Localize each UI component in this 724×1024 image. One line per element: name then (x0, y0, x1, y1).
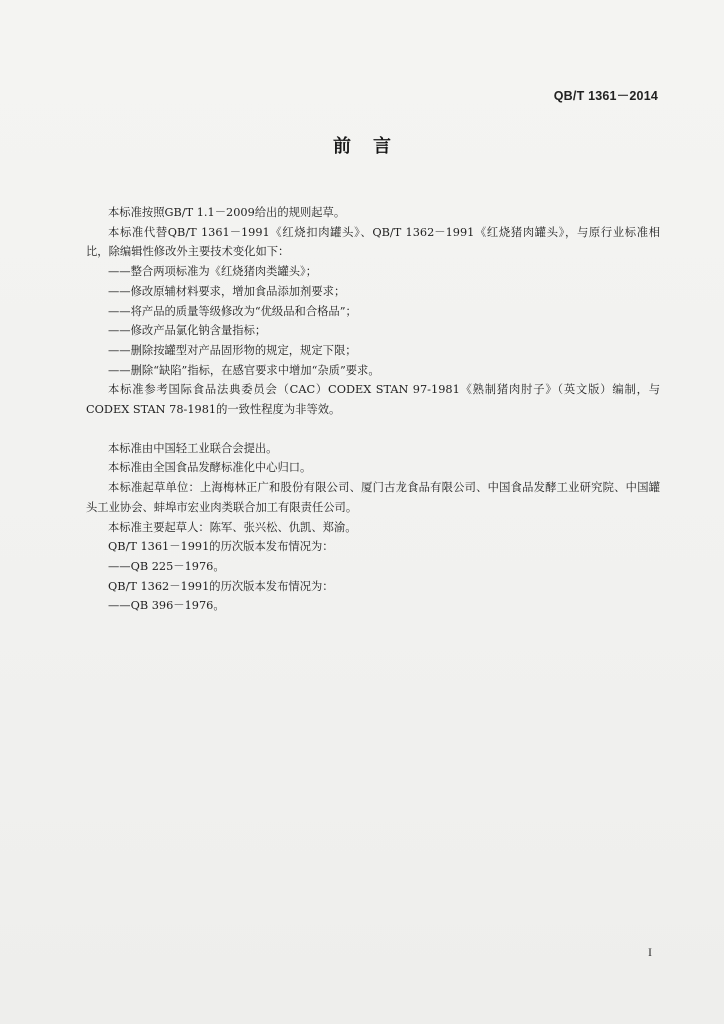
foreword-paragraph: QB/T 1362－1991的历次版本发布情况为： (108, 579, 334, 593)
foreword-paragraph: 本标准代替QB/T 1361－1991《红烧扣肉罐头》、QB/T 1362－1991《红烧猪肉罐头》，与原行业标准相比，除编辑性修改外主要技术变化如下： (86, 225, 660, 259)
foreword-body (86, 203, 660, 616)
change-item: ——修改产品氯化钠含量指标； (108, 324, 267, 338)
foreword-paragraph: 本标准主要起草人：陈军、张兴松、仇凯、郑渝。 (108, 520, 357, 534)
standard-number: QB/T 1361－2014 (553, 89, 658, 103)
change-item: ——删除“缺陷”指标，在感官要求中增加“杂质”要求。 (108, 363, 380, 377)
change-item: ——将产品的质量等级修改为“优级品和合格品”； (108, 304, 357, 318)
history-item: ——QB 225－1976。 (108, 559, 225, 573)
foreword-paragraph: 本标准按照GB/T 1.1－2009给出的规则起草。 (108, 206, 346, 219)
change-item: ——整合两项标准为《红烧猪肉类罐头》； (108, 265, 317, 279)
paragraph-spacer (86, 420, 660, 439)
page-title: 前言 (333, 136, 413, 157)
foreword-paragraph: 本标准参考国际食品法典委员会（CAC）CODEX STAN 97-1981《熟制猪肉肘子》（英文版）编制，与CODEX STAN 78-1981的一致性程度为非等效。 (86, 383, 660, 417)
change-item: ——删除按罐型对产品固形物的规定，规定下限； (108, 343, 357, 357)
foreword-paragraph: 本标准由全国食品发酵标准化中心归口。 (108, 461, 312, 475)
foreword-paragraph: 本标准由中国轻工业联合会提出。 (108, 441, 278, 455)
foreword-paragraph: 本标准起草单位：上海梅林正广和股份有限公司、厦门古龙食品有限公司、中国食品发酵工业研究院、中国罐头工业协会、蚌埠市宏业肉类联合加工有限责任公司。 (86, 481, 660, 514)
page-number: I (648, 945, 652, 959)
change-item: ——修改原辅材料要求，增加食品添加剂要求； (108, 284, 346, 298)
foreword-paragraph: QB/T 1361－1991的历次版本发布情况为： (108, 540, 334, 554)
history-item: ——QB 396－1976。 (108, 599, 225, 613)
